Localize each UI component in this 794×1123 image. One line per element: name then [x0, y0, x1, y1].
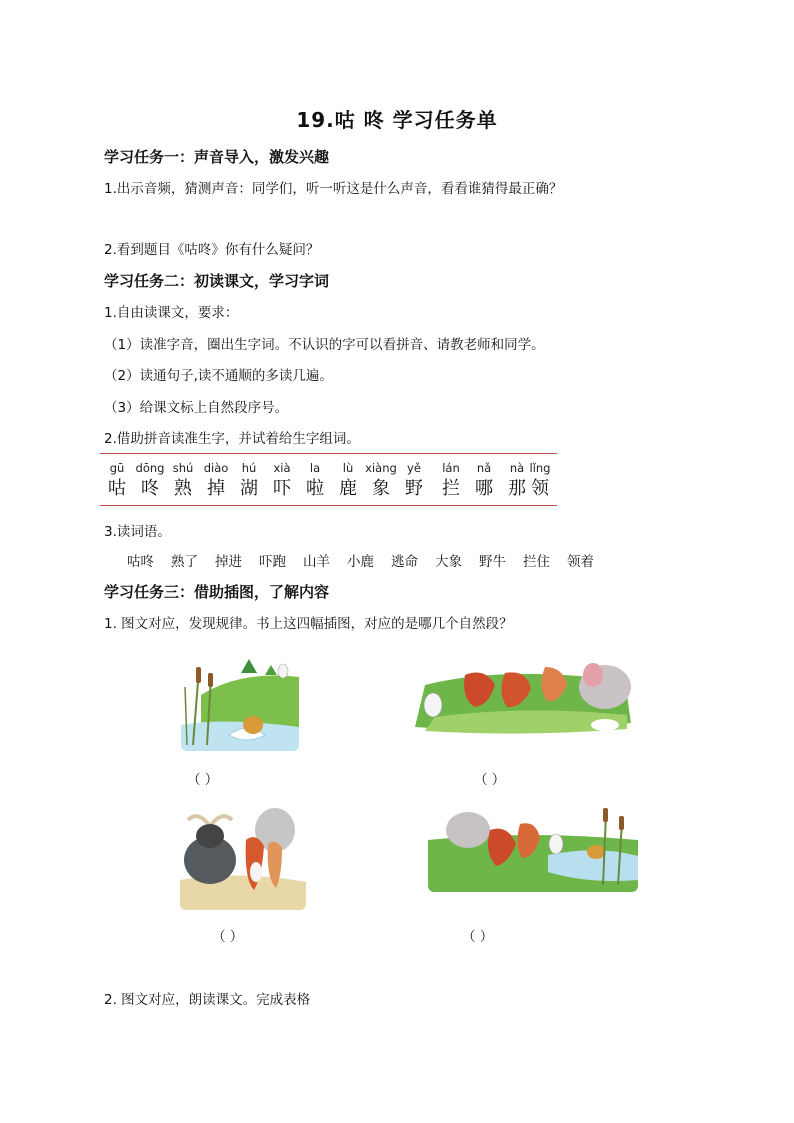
task1-item1: 1.出示音频，猜测声音：同学们，听一听这是什么声音，看看谁猜得最正确？ — [104, 181, 563, 197]
word-list — [127, 550, 611, 570]
answer-paren-3[interactable]: （ ） — [212, 929, 244, 945]
answer-paren-4[interactable]: （ ） — [462, 929, 494, 945]
task2-item3: 3.读词语。 — [104, 524, 171, 540]
hanzi: 哪 — [475, 478, 493, 499]
word: 大象 — [435, 554, 462, 570]
bottom-red-rule — [100, 505, 557, 506]
hanzi: 拦 — [442, 478, 460, 499]
char-cell — [100, 460, 134, 502]
pinyin: lǐng — [529, 461, 551, 475]
char-cell — [232, 460, 266, 502]
word: 野牛 — [479, 554, 506, 570]
pinyin: lù — [342, 461, 354, 475]
pinyin: xià — [273, 461, 291, 475]
task2-req1: （1）读准字音，圈出生字词。不认识的字可以看拼音、请教老师和同学。 — [104, 337, 545, 353]
pinyin: yě — [407, 461, 421, 475]
char-cell — [133, 460, 167, 502]
word: 咕咚 — [127, 554, 154, 570]
hanzi: 野 — [405, 478, 423, 499]
char-cell — [364, 460, 398, 502]
answer-paren-2[interactable]: （ ） — [474, 772, 506, 788]
char-cell — [397, 460, 431, 502]
word: 熟了 — [171, 554, 198, 570]
hanzi: 啦 — [306, 478, 324, 499]
char-cell — [434, 460, 468, 502]
pinyin: dōng — [135, 461, 165, 475]
hanzi: 熟 — [174, 478, 192, 499]
word: 小鹿 — [347, 554, 374, 570]
pinyin: la — [309, 461, 321, 475]
word: 吓跑 — [259, 554, 286, 570]
pinyin: xiàng — [365, 461, 397, 475]
task1-item2: 2.看到题目《咕咚》你有什么疑问？ — [104, 242, 320, 258]
word: 领着 — [567, 554, 594, 570]
pinyin: diào — [203, 461, 229, 475]
word: 拦住 — [523, 554, 550, 570]
hanzi: 咚 — [141, 478, 159, 499]
pinyin: lán — [442, 461, 460, 475]
pinyin-character-row — [100, 460, 560, 510]
char-cell — [467, 460, 501, 502]
hanzi: 咕 — [108, 478, 126, 499]
word: 掉进 — [215, 554, 242, 570]
word: 逃命 — [391, 554, 418, 570]
hanzi: 吓 — [273, 478, 291, 499]
page-title: 19.咕 咚 学习任务单 — [296, 108, 498, 132]
pinyin: hú — [241, 461, 257, 475]
char-cell — [166, 460, 200, 502]
hanzi: 鹿 — [339, 478, 357, 499]
task2-req3: （3）给课文标上自然段序号。 — [104, 400, 289, 416]
char-cell — [298, 460, 332, 502]
word: 山羊 — [303, 554, 330, 570]
char-cell — [265, 460, 299, 502]
illustration-buffalo-stops-animals — [180, 800, 306, 910]
top-red-rule — [100, 453, 557, 454]
pinyin: nà — [509, 461, 525, 475]
illustration-papaya-splash — [181, 655, 299, 751]
hanzi: 掉 — [207, 478, 225, 499]
illustration-animals-running — [405, 645, 635, 737]
hanzi: 象 — [372, 478, 390, 499]
task3-item1: 1. 图文对应，发现规律。书上这四幅插图，对应的是哪几个自然段？ — [104, 616, 513, 632]
task1-heading: 学习任务一：声音导入，激发兴趣 — [104, 148, 330, 166]
illustration-animals-by-lake — [428, 800, 638, 892]
hanzi: 那 — [508, 478, 526, 499]
answer-paren-1[interactable]: （ ） — [187, 772, 219, 788]
task3-item2: 2. 图文对应，朗读课文。完成表格 — [104, 992, 311, 1008]
task2-heading: 学习任务二：初读课文，学习字词 — [104, 272, 330, 290]
hanzi: 领 — [531, 478, 549, 499]
char-cell — [199, 460, 233, 502]
pinyin: nǎ — [476, 461, 492, 475]
char-cell — [331, 460, 365, 502]
pinyin: shú — [172, 461, 194, 475]
task2-item1: 1.自由读课文，要求： — [104, 305, 239, 321]
char-cell — [523, 460, 557, 502]
hanzi: 湖 — [240, 478, 258, 499]
task2-item2: 2.借助拼音读准生字，并试着给生字组词。 — [104, 431, 360, 447]
task2-req2: （2）读通句子,读不通顺的多读几遍。 — [104, 368, 333, 384]
task3-heading: 学习任务三：借助插图，了解内容 — [104, 583, 330, 601]
pinyin: gū — [109, 461, 125, 475]
